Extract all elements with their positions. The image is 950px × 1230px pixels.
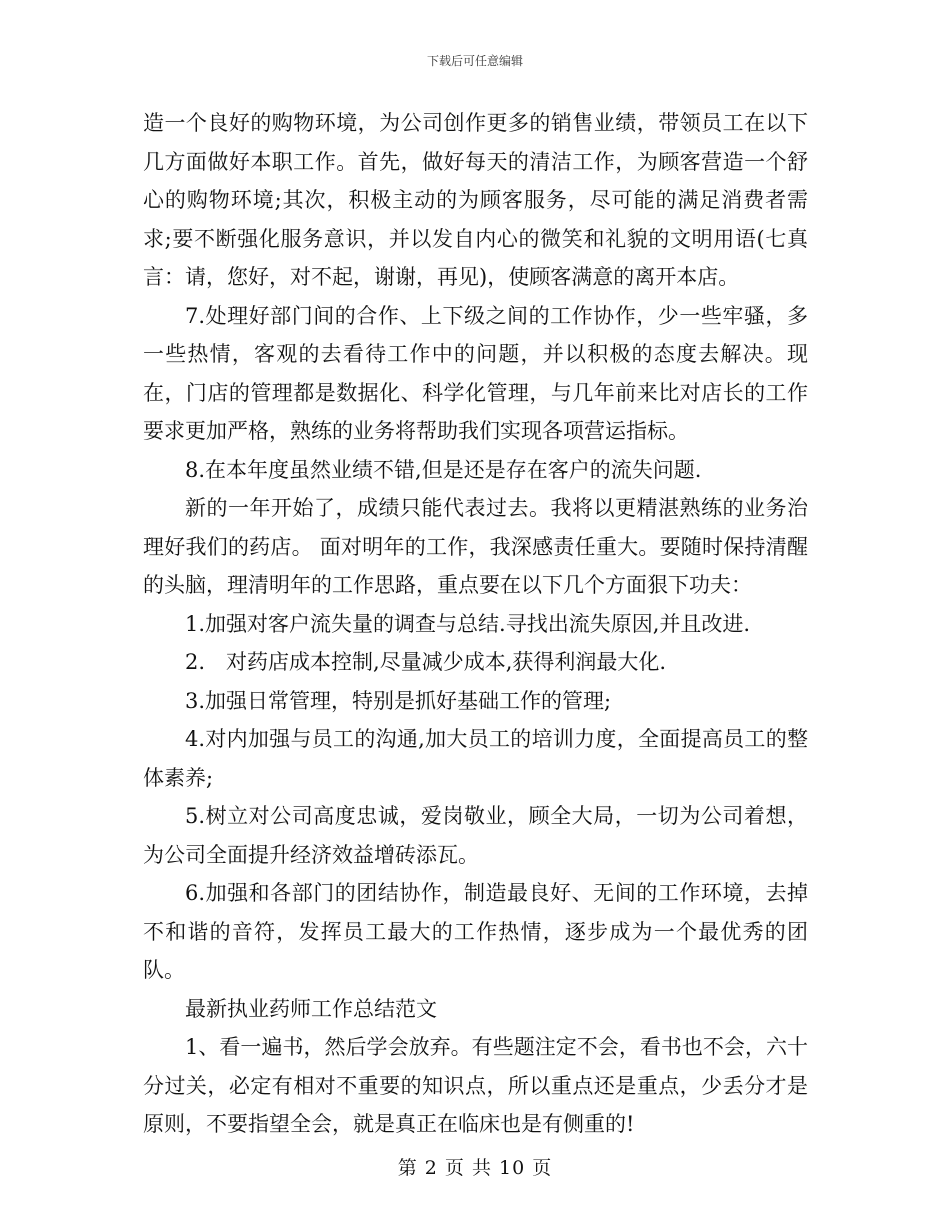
page-header: 下载后可任意编辑 — [426, 54, 523, 68]
paragraph-item-7: 7.处理好部门间的合作、上下级之间的工作协作，少一些牢骚，多一些热情，客观的去看待工作中的问题，并以积极的态度去解决。现在，门店的管理都是数据化、科学化管理，与几年前来比对店长的工作要求更加严格，熟练的业务将帮助我们实现各项营运指标。 — [143, 303, 808, 443]
document-body — [143, 104, 808, 1144]
list-item-5: 5.树立对公司高度忠诚，爱岗敬业，顾全大局，一切为公司着想，为公司全面提升经济效益增砖添瓦。 — [143, 804, 808, 867]
paragraph-new-year: 新的一年开始了，成绩只能代表过去。我将以更精湛熟练的业务治理好我们的药店。 面对明年的工作，我深感责任重大。要随时保持清醒的头脑，理清明年的工作思路，重点要在以下几个方面狠下功夫： — [143, 496, 808, 597]
paragraph-shopping-environment: 造一个良好的购物环境，为公司创作更多的销售业绩，带领员工在以下几方面做好本职工作。首先，做好每天的清洁工作，为顾客营造一个舒心的购物环境;其次，积极主动的为顾客服务，尽可能的满足消费者需求;要不断强化服务意识，并以发自内心的微笑和礼貌的文明用语(七真言：请，您好，对不起，谢谢，再见)，使顾客满意的离开本店。 — [143, 111, 808, 289]
list-item-4: 4.对内加强与员工的沟通,加大员工的培训力度，全面提高员工的整体素养; — [143, 727, 808, 790]
paragraph-study-tip-1: 1、看一遍书，然后学会放弃。有些题注定不会，看书也不会，六十分过关，必定有相对不重要的知识点，所以重点还是重点，少丢分才是原则，不要指望全会，就是真正在临床也是有侧重的! — [143, 1035, 808, 1136]
paragraph-item-8: 8.在本年度虽然业绩不错,但是还是存在客户的流失问题. — [185, 457, 702, 482]
list-item-3: 3.加强日常管理，特别是抓好基础工作的管理; — [185, 688, 612, 713]
list-item-6: 6.加强和各部门的团结协作，制造最良好、无间的工作环境，去掉不和谐的音符，发挥员工最大的工作热情，逐步成为一个最优秀的团队。 — [143, 881, 808, 982]
section-title: 最新执业药师工作总结范文 — [185, 996, 437, 1021]
list-item-1: 1.加强对客户流失量的调查与总结.寻找出流失原因,并且改进. — [185, 611, 751, 636]
list-item-2: 2. 对药店成本控制,尽量减少成本,获得利润最大化. — [185, 650, 667, 674]
page-number: 第 2 页 共 10 页 — [397, 1157, 553, 1179]
